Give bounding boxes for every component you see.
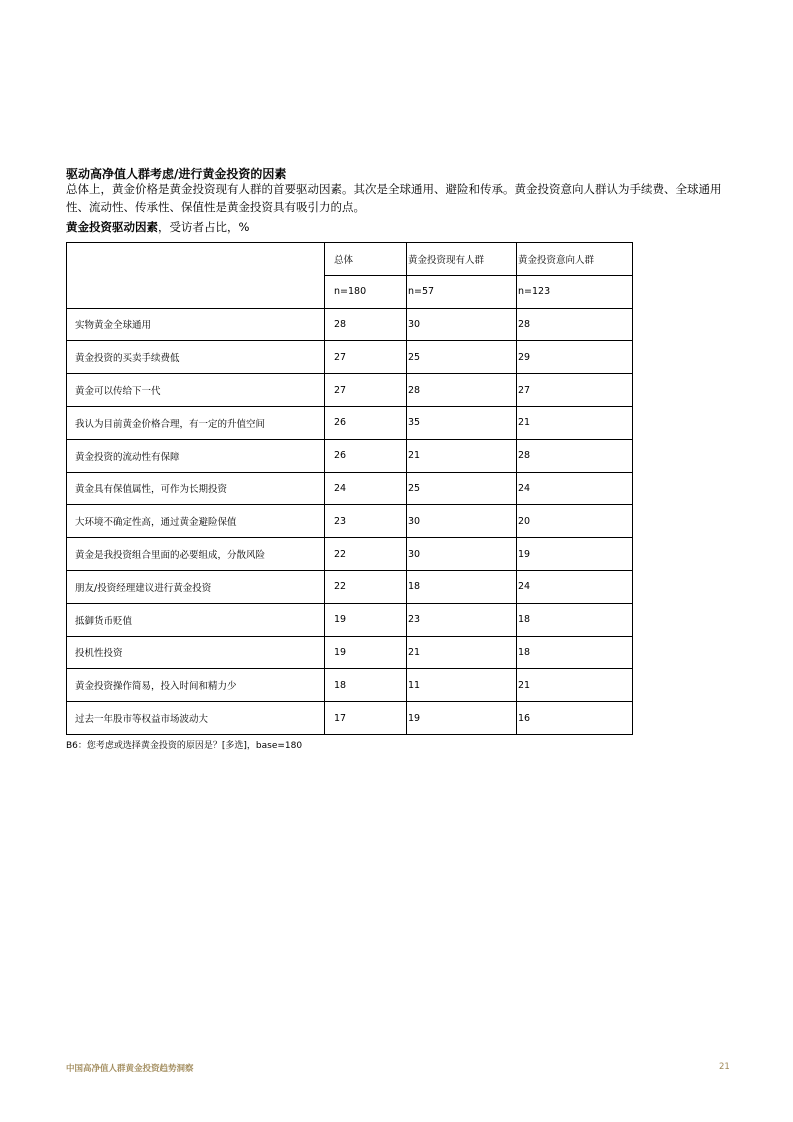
table-row [67, 341, 633, 374]
row-value: 25 [407, 341, 517, 374]
row-value: 26 [325, 406, 407, 439]
table-row [67, 702, 633, 735]
row-label: 过去一年股市等权益市场波动大 [67, 702, 325, 735]
intro-paragraph: 总体上，黄金价格是黄金投资现有人群的首要驱动因素。其次是全球通用、避险和传承。黄金投资意向人群认为手续费、全球通用性、流动性、传承性、保值性是黄金投资具有吸引力的点。 [66, 182, 722, 214]
table-row [67, 538, 633, 571]
row-label: 黄金是我投资组合里面的必要组成，分散风险 [67, 538, 325, 571]
row-value: 19 [325, 603, 407, 636]
row-value: 19 [325, 636, 407, 669]
row-value: 27 [325, 341, 407, 374]
row-value: 16 [517, 702, 633, 735]
row-value: 26 [325, 439, 407, 472]
row-value: 28 [325, 308, 407, 341]
table-corner-cell [67, 243, 325, 309]
row-value: 27 [325, 374, 407, 407]
row-value: 30 [407, 308, 517, 341]
row-value: 25 [407, 472, 517, 505]
base-existing: n=57 [407, 275, 517, 308]
table-caption [66, 219, 249, 235]
row-value: 30 [407, 505, 517, 538]
footer-title: 中国高净值人群黄金投资趋势洞察 [66, 1064, 194, 1074]
row-label: 朋友/投资经理建议进行黄金投资 [67, 570, 325, 603]
table-row [67, 505, 633, 538]
table-caption-title: 黄金投资驱动因素 [66, 220, 158, 234]
row-value: 22 [325, 538, 407, 571]
row-value: 21 [517, 406, 633, 439]
row-value: 28 [517, 439, 633, 472]
row-value: 11 [407, 669, 517, 702]
row-label: 黄金投资的买卖手续费低 [67, 341, 325, 374]
base-total: n=180 [325, 275, 407, 308]
row-label: 黄金投资的流动性有保障 [67, 439, 325, 472]
row-value: 28 [517, 308, 633, 341]
row-value: 21 [407, 636, 517, 669]
row-value: 18 [517, 636, 633, 669]
table-row [67, 472, 633, 505]
table-row [67, 406, 633, 439]
row-value: 18 [407, 570, 517, 603]
row-value: 19 [517, 538, 633, 571]
row-value: 23 [407, 603, 517, 636]
row-value: 22 [325, 570, 407, 603]
table-caption-unit: ，受访者占比，% [158, 220, 250, 234]
base-intent: n=123 [517, 275, 633, 308]
table-row [67, 603, 633, 636]
row-value: 28 [407, 374, 517, 407]
table-row [67, 308, 633, 341]
row-value: 18 [517, 603, 633, 636]
row-value: 20 [517, 505, 633, 538]
row-value: 21 [407, 439, 517, 472]
row-value: 27 [517, 374, 633, 407]
row-label: 投机性投资 [67, 636, 325, 669]
table-row [67, 636, 633, 669]
table-row [67, 439, 633, 472]
row-value: 29 [517, 341, 633, 374]
survey-note: B6：您考虑或选择黄金投资的原因是？[多选]，base=180 [66, 741, 303, 751]
row-label: 实物黄金全球通用 [67, 308, 325, 341]
column-header-existing: 黄金投资现有人群 [407, 243, 517, 276]
section-heading: 驱动高净值人群考虑/进行黄金投资的因素 [66, 167, 287, 181]
row-label: 我认为目前黄金价格合理，有一定的升值空间 [67, 406, 325, 439]
row-value: 19 [407, 702, 517, 735]
page-number: 21 [719, 1062, 730, 1072]
column-header-total: 总体 [325, 243, 407, 276]
row-label: 黄金可以传给下一代 [67, 374, 325, 407]
row-value: 24 [325, 472, 407, 505]
table-header-row [67, 243, 633, 276]
row-value: 17 [325, 702, 407, 735]
column-header-intent: 黄金投资意向人群 [517, 243, 633, 276]
table-row [67, 570, 633, 603]
row-value: 23 [325, 505, 407, 538]
row-value: 24 [517, 570, 633, 603]
row-value: 35 [407, 406, 517, 439]
table-row [67, 374, 633, 407]
row-label: 黄金具有保值属性，可作为长期投资 [67, 472, 325, 505]
row-label: 抵御货币贬值 [67, 603, 325, 636]
row-label: 大环境不确定性高，通过黄金避险保值 [67, 505, 325, 538]
row-value: 21 [517, 669, 633, 702]
drivers-table [66, 242, 633, 735]
row-value: 30 [407, 538, 517, 571]
row-label: 黄金投资操作简易，投入时间和精力少 [67, 669, 325, 702]
row-value: 24 [517, 472, 633, 505]
row-value: 18 [325, 669, 407, 702]
table-row [67, 669, 633, 702]
